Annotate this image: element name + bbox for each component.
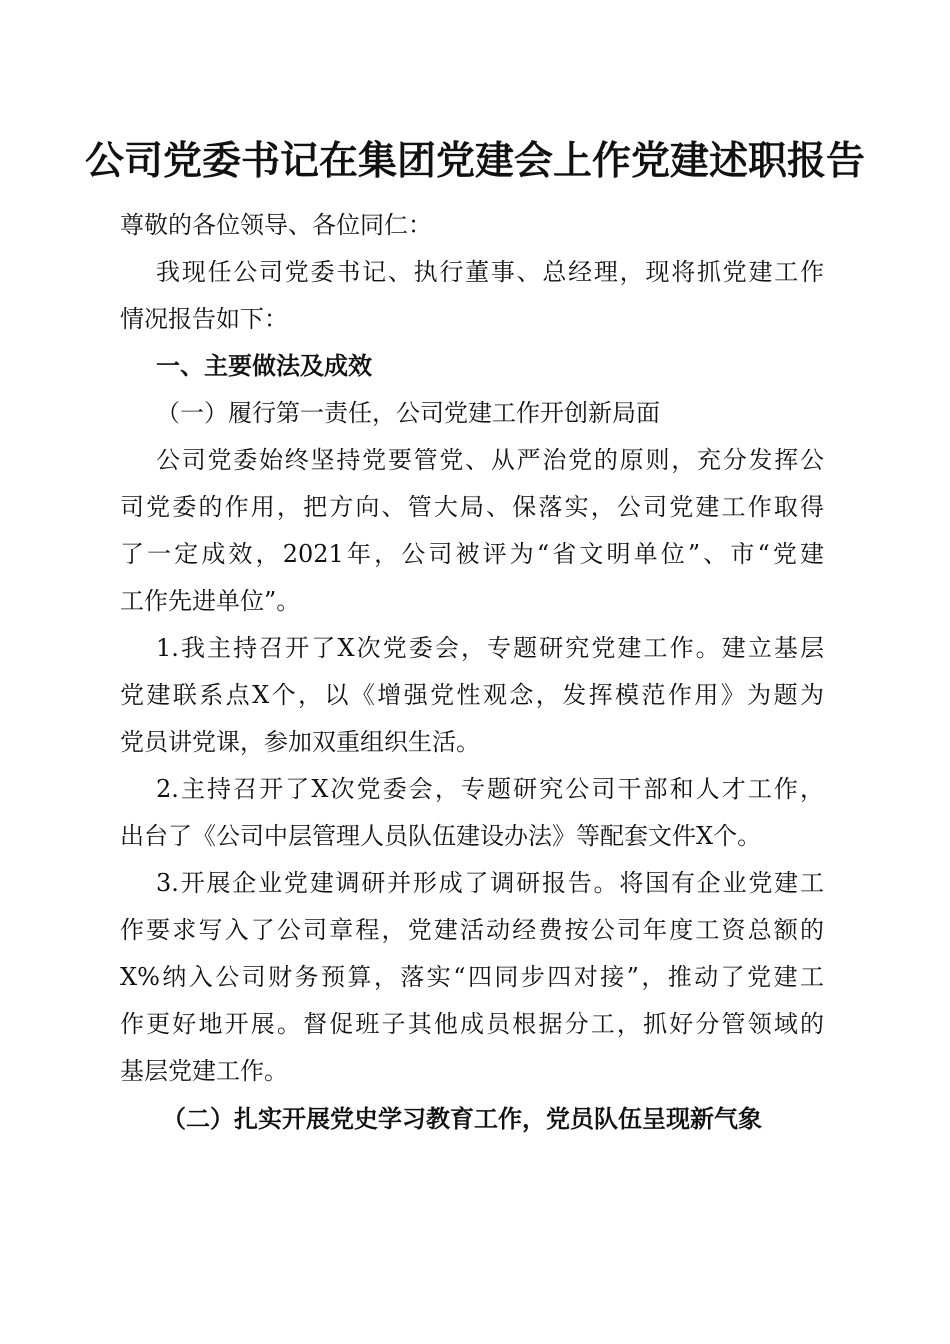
paragraph-line: 基层党建工作。 bbox=[120, 1057, 288, 1085]
paragraph-line: 工作先进单位”。 bbox=[120, 587, 301, 615]
paragraph-line: 作更好地开展。督促班子其他成员根据分工，抓好分管领域的 bbox=[120, 1010, 824, 1038]
list-item bbox=[120, 625, 824, 766]
paragraph-line: 3.开展企业党建调研并形成了调研报告。将国有企业党建工 bbox=[156, 869, 824, 897]
document-body bbox=[120, 202, 824, 1142]
paragraph-line: 作要求写入了公司章程，党建活动经费按公司年度工资总额的 bbox=[120, 916, 824, 944]
paragraph-line: 2.主持召开了X次党委会，专题研究公司干部和人才工作， bbox=[156, 775, 824, 803]
list-item bbox=[120, 860, 824, 1095]
paragraph-line: 党员讲党课，参加双重组织生活。 bbox=[120, 728, 480, 756]
paragraph-line: 司党委的作用，把方向、管大局、保落实，公司党建工作取得 bbox=[120, 493, 824, 521]
paragraph-line: 了一定成效，2021年，公司被评为“省文明单位”、市“党建 bbox=[120, 540, 824, 568]
paragraph-line: 出台了《公司中层管理人员队伍建设办法》等配套文件X个。 bbox=[120, 822, 762, 850]
subsection-heading: （二）扎实开展党史学习教育工作，党员队伍呈现新气象 bbox=[162, 1104, 762, 1133]
document-title: 公司党委书记在集团党建会上作党建述职报告 bbox=[84, 138, 865, 184]
subsection-heading: （一）履行第一责任，公司党建工作开创新局面 bbox=[156, 399, 660, 427]
paragraph-line: 情况报告如下： bbox=[120, 305, 288, 333]
body-paragraph bbox=[120, 437, 824, 625]
paragraph-line: 1.我主持召开了X次党委会，专题研究党建工作。建立基层 bbox=[156, 634, 824, 662]
paragraph-line: 党建联系点X个，以《增强党性观念，发挥模范作用》为题为 bbox=[120, 681, 824, 709]
list-item bbox=[120, 766, 824, 860]
section-heading: 一、主要做法及成效 bbox=[156, 352, 372, 380]
paragraph-line: 公司党委始终坚持党要管党、从严治党的原则，充分发挥公 bbox=[156, 446, 824, 474]
intro-paragraph bbox=[120, 249, 824, 343]
paragraph-line: X%纳入公司财务预算，落实“四同步四对接”，推动了党建工 bbox=[120, 963, 824, 991]
paragraph-line: 我现任公司党委书记、执行董事、总经理，现将抓党建工作 bbox=[156, 258, 824, 286]
salutation: 尊敬的各位领导、各位同仁： bbox=[120, 211, 432, 239]
